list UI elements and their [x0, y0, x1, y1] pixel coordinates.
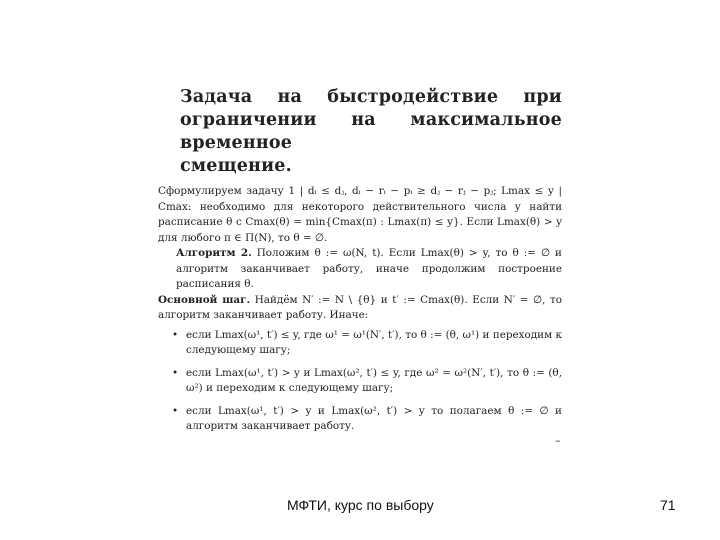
bullet-icon: •: [172, 404, 179, 417]
list-item: [158, 366, 562, 397]
page-number: 71: [660, 497, 676, 513]
algorithm-label: Алгоритм 2.: [176, 247, 252, 259]
case-list: [158, 328, 562, 435]
main-step-label: Основной шаг.: [158, 293, 251, 306]
section-title: [180, 86, 562, 178]
title-line-2: ограничении на максимальное временное: [180, 110, 562, 153]
end-mark: –: [555, 434, 561, 447]
main-step-text: Найдём N′ := N \ {θ} и t′ := Cmax(θ). Если N′ = ∅, то алгоритм заканчивает работу. Иначе:: [158, 293, 562, 321]
algorithm-paragraph: [158, 246, 562, 293]
case-text: если Lmax(ω¹, t′) ≤ y, где ω¹ = ω¹(N′, t′), то θ := (θ, ω¹) и переходим к следующему шагу;: [186, 328, 562, 356]
document-page: [158, 86, 562, 442]
bullet-icon: •: [172, 366, 179, 379]
title-line-3: смещение.: [180, 156, 292, 176]
list-item: [158, 328, 562, 359]
list-item: [158, 404, 562, 435]
case-text: если Lmax(ω¹, t′) > y и Lmax(ω², t′) ≤ y, где ω² = ω²(N′, t′), то θ := (θ, ω²) и переходим к следующему шагу;: [186, 366, 562, 394]
case-text: если Lmax(ω¹, t′) > y и Lmax(ω², t′) > y то полагаем θ := ∅ и алгоритм заканчивает работу.: [186, 404, 562, 432]
footer-course: МФТИ, курс по выбору: [287, 497, 434, 513]
algorithm-text: Положим θ := ω(N, t). Если Lmax(θ) > y, то θ := ∅ и алгоритм заканчивает работу, иначе продолжим построение расписания θ.: [176, 247, 562, 290]
title-line-1: Задача на быстродействие при: [180, 87, 562, 107]
main-step-paragraph: [158, 293, 562, 324]
bullet-icon: •: [172, 328, 179, 341]
problem-statement: Сформулируем задачу 1 | dᵢ ≤ dⱼ, dᵢ − rᵢ − pᵢ ≥ dⱼ − rⱼ − pⱼ; Lmax ≤ y | Cmax: необходимо для некоторого действительного числа y найти расписание θ с Cmax(θ) = min{Cmax(π) : Lmax(π) ≤ y}. Если Lmax(θ) > y для любого π ∈ Π(N), то θ = ∅.: [158, 185, 562, 244]
